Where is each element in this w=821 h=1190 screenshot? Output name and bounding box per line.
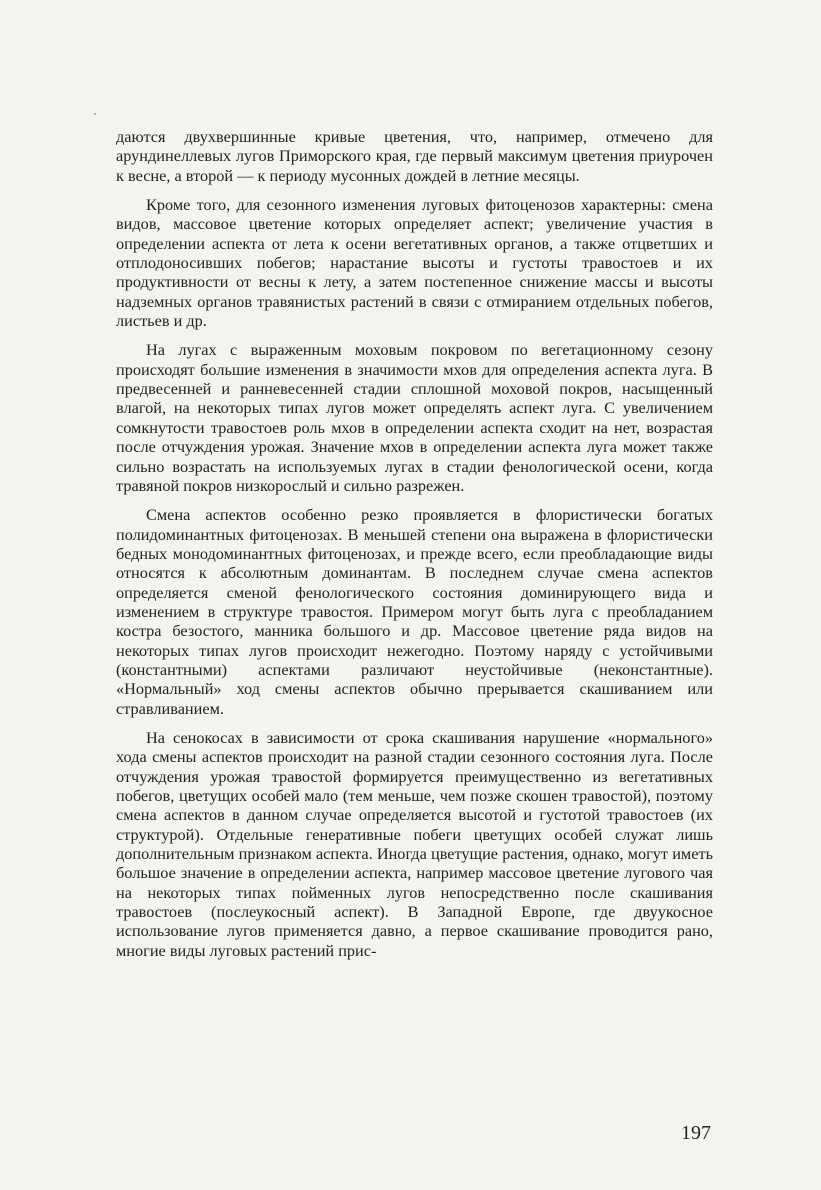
paragraph-4: Смена аспектов особенно резко проявляется в флористически богатых полидоминантных фитоценозах. В меньшей степени она выражена в флористически бедных монодоминантных фитоценозах, и прежде всего, если преобладающие виды относятся к абсолютным доминантам. В последнем случае смена аспектов определяется сменой фенологического состояния доминирующего вида и изменением в структуре травостоя. Примером могут быть луга с преобладанием костра безостого, манника большого и др. Массовое цветение ряда видов на некоторых типах лугов происходит нежегодно. Поэтому наряду с устойчивыми (константными) аспектами различают неустойчивые (неконстантные). «Нормальный» ход смены аспектов обычно прерывается скашиванием или стравливанием. bbox=[116, 505, 713, 718]
scan-speck bbox=[94, 113, 96, 115]
paragraph-2: Кроме того, для сезонного изменения луговых фитоценозов характерны: смена видов, массовое цветение которых определяет аспект; увеличение участия в определении аспекта от лета к осени вегетативных органов, а также отцветших и отплодоносивших побегов; нарастание высоты и густоты травостоев и их продуктивности от весны к лету, а затем постепенное снижение массы и высоты надземных органов травянистых растений в связи с отмиранием отдельных побегов, листьев и др. bbox=[116, 195, 713, 331]
paragraph-5: На сенокосах в зависимости от срока скашивания нарушение «нормального» хода смены аспектов происходит на разной стадии сезонного состояния луга. После отчуждения урожая травостой формируется преимущественно из вегетативных побегов, цветущих особей мало (тем меньше, чем позже скошен травостой), поэтому смена аспектов в данном случае определяется высотой и густотой травостоев (их структурой). Отдельные генеративные побеги цветущих особей служат лишь дополнительным признаком аспекта. Иногда цветущие растения, однако, могут иметь большое значение в определении аспекта, например массовое цветение лугового чая на некоторых типах пойменных лугов непосредственно после скашивания травостоев (послеукосный аспект). В Западной Европе, где двуукосное использование лугов применяется давно, а первое скашивание проводится рано, многие виды луговых растений прис- bbox=[116, 727, 713, 960]
page-number: 197 bbox=[681, 1122, 711, 1144]
page-body bbox=[116, 127, 713, 1127]
paragraph-3: На лугах с выраженным моховым покровом по вегетационному сезону происходят большие изменения в значимости мхов для определения аспекта луга. В предвесенней и ранневесенней стадии сплошной моховой покров, насыщенный влагой, на некоторых типах лугов может определять аспект луга. С увеличением сомкнутости травостоев роль мхов в определении аспекта сходит на нет, возрастая после отчуждения урожая. Значение мхов в определении аспекта луга может также сильно возрастать на используемых лугах в стадии фенологической осени, когда травяной покров низкорослый и сильно разрежен. bbox=[116, 340, 713, 495]
paragraph-1: даются двухвершинные кривые цветения, что, например, отмечено для арундинеллевых лугов Приморского края, где первый максимум цветения приурочен к весне, а второй — к периоду мусонных дождей в летние месяцы. bbox=[116, 127, 713, 185]
